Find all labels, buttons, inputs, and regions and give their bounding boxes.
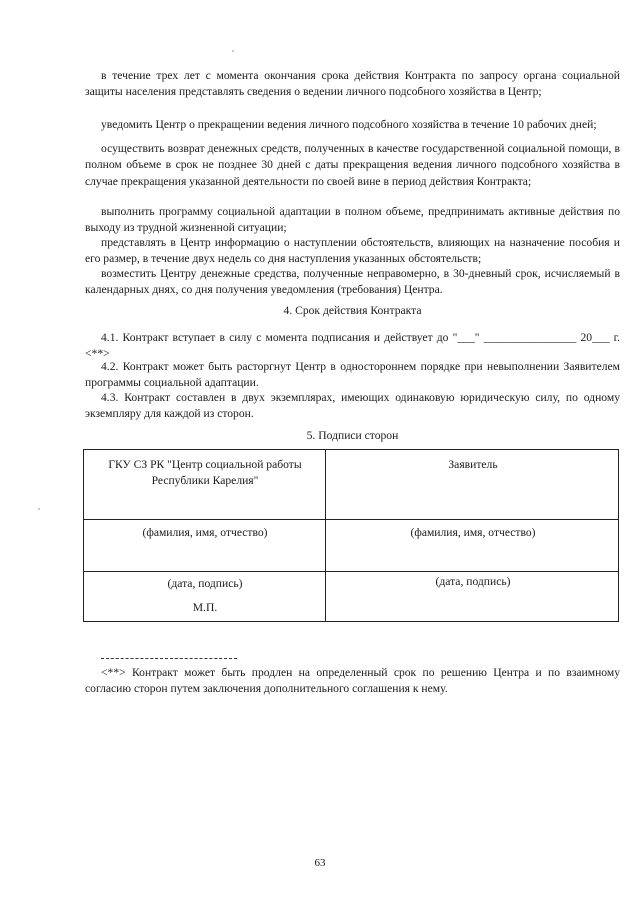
scan-speck	[232, 50, 234, 52]
clause-4-2: 4.2. Контракт может быть расторгнут Центр в одностороннем порядке при невыполнении Заявителем программы социальной адаптации.	[85, 360, 620, 390]
right-party-name: Заявитель	[448, 458, 498, 471]
obligation-item: в течение трех лет с момента окончания срока действия Контракта по запросу органа социальной защиты населения представлять сведения о ведении личного подсобного хозяйства в Центр;	[85, 69, 620, 99]
left-party-name: ГКУ СЗ РК "Центр социальной работы Республики Карелия"	[108, 458, 302, 487]
left-fio-label: (фамилия, имя, отчество)	[142, 526, 268, 539]
scan-speck	[38, 508, 40, 510]
section-5-heading: 5. Подписи сторон	[306, 429, 399, 442]
right-date-sign-label: (дата, подпись)	[435, 575, 511, 588]
obligation-item: осуществить возврат денежных средств, полученных в качестве государственной социальной помощи, в полном объеме в срок не позднее 30 дней с даты прекращения ведения личного подсобного хозяйства в случае прекращения указанной деятельности по своей вине в период действия Контракта;	[85, 142, 620, 188]
page-number: 63	[314, 857, 326, 869]
stamp-label: М.П.	[192, 601, 218, 614]
table-row-divider	[84, 519, 618, 520]
signatures-table	[83, 449, 619, 622]
section-4-heading: 4. Срок действия Контракта	[283, 304, 422, 317]
right-fio-label: (фамилия, имя, отчество)	[410, 526, 536, 539]
clause-4-3: 4.3. Контракт составлен в двух экземплярах, имеющих одинаковую юридическую силу, по одному экземпляру для каждой из сторон.	[85, 391, 620, 421]
table-column-divider	[325, 450, 326, 621]
clause-4-1: 4.1. Контракт вступает в силу с момента подписания и действует до "___" ________________ 20___ г. <**>	[85, 331, 620, 361]
footnote-separator	[101, 658, 237, 659]
obligation-item: выполнить программу социальной адаптации в полном объеме, предпринимать активные действия по выходу из трудной жизненной ситуации;	[85, 205, 620, 235]
footnote-text: <**> Контракт может быть продлен на определенный срок по решению Центра и по взаимному согласию сторон путем заключения дополнительного соглашения к нему.	[85, 666, 620, 696]
obligation-item: уведомить Центр о прекращении ведения личного подсобного хозяйства в течение 10 рабочих дней;	[101, 118, 597, 131]
left-date-sign-label: (дата, подпись)	[167, 577, 243, 590]
obligation-item: возместить Центру денежные средства, полученные неправомерно, в 30-дневный срок, исчисляемый в календарных днях, со дня получения уведомления (требования) Центра.	[85, 267, 620, 297]
obligation-item: представлять в Центр информацию о наступлении обстоятельств, влияющих на назначение пособия и его размер, в течение двух недель со дня наступления указанных обстоятельств;	[85, 236, 620, 266]
table-row-divider	[84, 571, 618, 572]
